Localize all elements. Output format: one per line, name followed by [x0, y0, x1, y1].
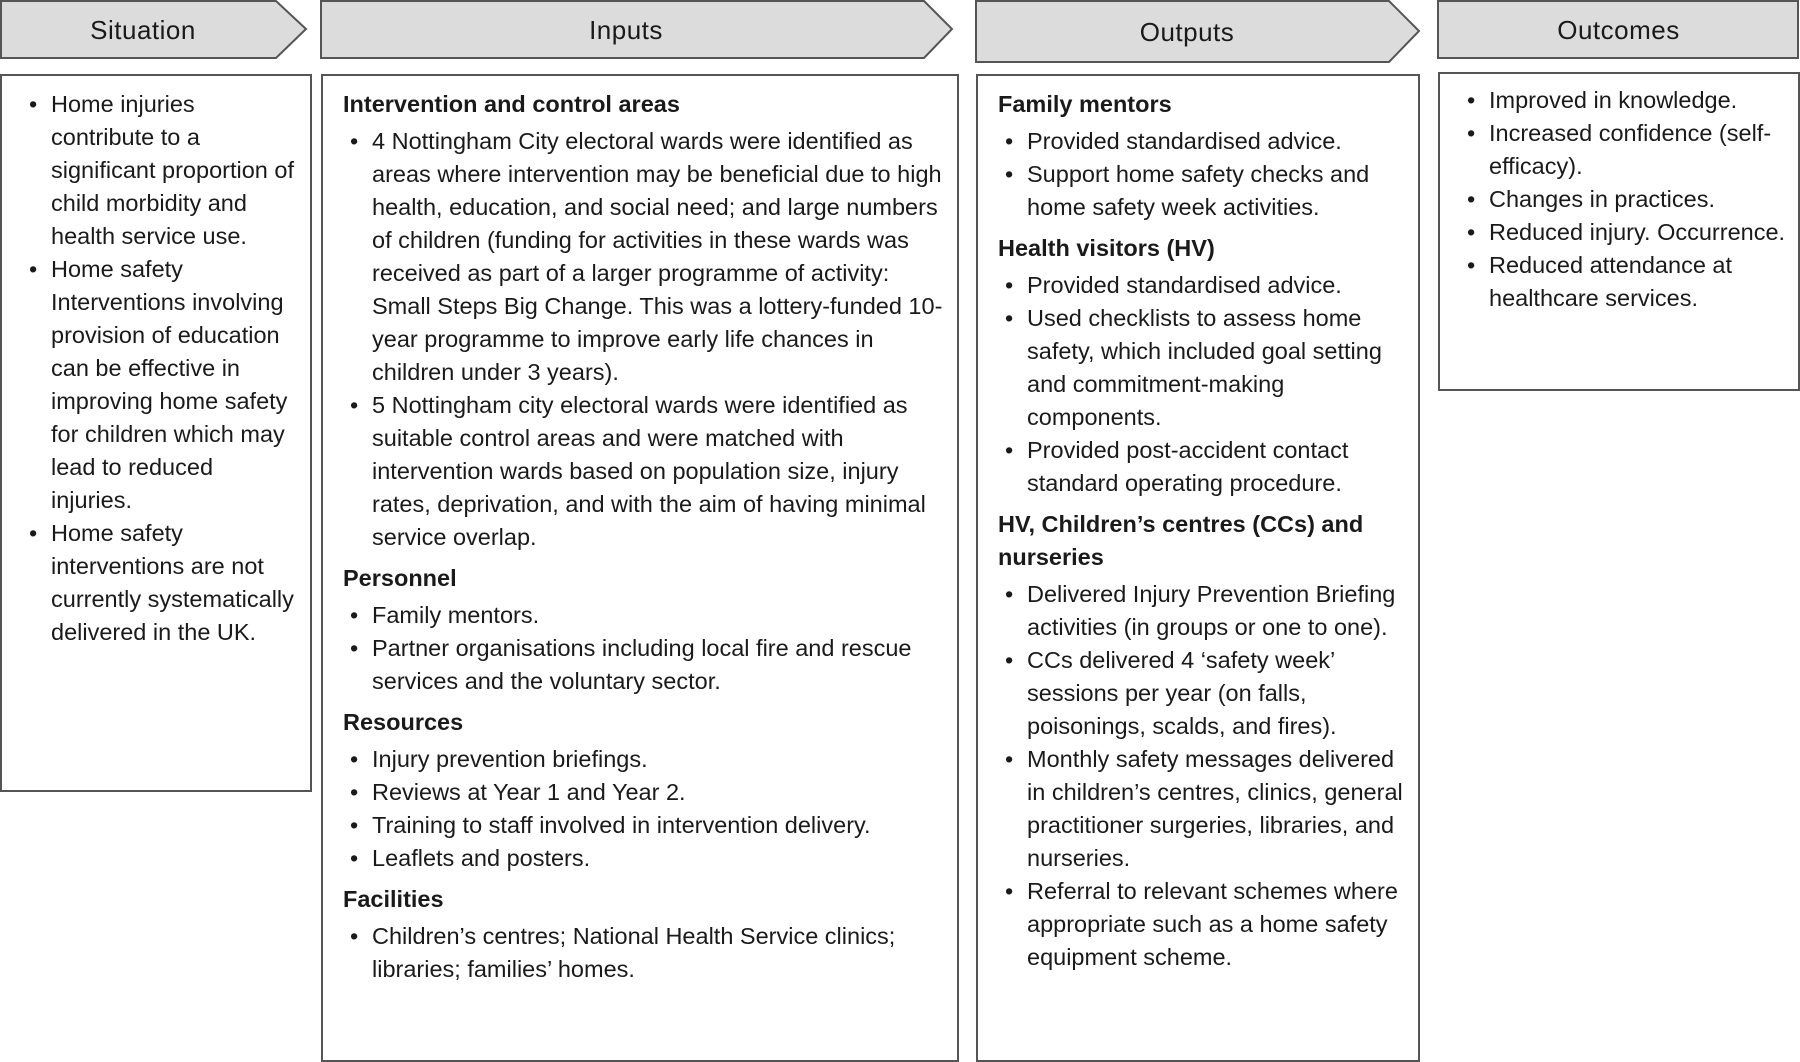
situation-box: [0, 74, 312, 792]
list-item: • Referral to relevant schemes where appropriate such as a home safety equipment scheme.: [998, 875, 1408, 974]
list-item: • Reviews at Year 1 and Year 2.: [343, 776, 943, 809]
list-item: • Home safety Interventions involving provision of education can be effective in improving home safety for children which may lead to reduced injuries.: [22, 253, 300, 517]
list-item: • Monthly safety messages delivered in children’s centres, clinics, general practitioner surgeries, libraries, and nurseries.: [998, 743, 1408, 875]
outcomes-list: [1460, 84, 1790, 315]
list-item: • CCs delivered 4 ‘safety week’ sessions per year (on falls, poisonings, scalds, and fires).: [998, 644, 1408, 743]
situation-header-label: Situation: [90, 14, 196, 45]
list-item: • Provided post-accident contact standard operating procedure.: [998, 434, 1408, 500]
list-item: • Increased confidence (self-efficacy).: [1460, 117, 1790, 183]
list-item: • 5 Nottingham city electoral wards were identified as suitable control areas and were matched with intervention wards based on population size, injury rates, deprivation, and with the aim of having minimal service overlap.: [343, 389, 943, 554]
inputs-section-areas: [343, 88, 943, 554]
list-item: • Support home safety checks and home safety week activities.: [998, 158, 1408, 224]
inputs-box: [321, 74, 959, 1062]
inputs-header-arrow: [320, 0, 954, 60]
list-item: • Children’s centres; National Health Service clinics; libraries; families’ homes.: [343, 920, 943, 986]
situation-header-arrow: [0, 0, 308, 60]
list-item: • Provided standardised advice.: [998, 269, 1408, 302]
list-item: • Reduced injury. Occurrence.: [1460, 216, 1790, 249]
section-heading: Facilities: [343, 886, 444, 912]
inputs-section-resources: [343, 706, 943, 875]
situation-list: [22, 88, 300, 649]
outputs-section-centres: [998, 508, 1408, 974]
section-heading: Health visitors (HV): [998, 235, 1215, 261]
list-item: • Leaflets and posters.: [343, 842, 943, 875]
list-item: • Provided standardised advice.: [998, 125, 1408, 158]
section-heading: Resources: [343, 709, 464, 735]
list-item: • Home safety interventions are not currently systematically delivered in the UK.: [22, 517, 300, 649]
outcomes-header-label: Outcomes: [1557, 14, 1680, 45]
outcomes-header-box: [1437, 0, 1800, 60]
list-item: • Reduced attendance at healthcare services.: [1460, 249, 1790, 315]
outputs-header-label: Outputs: [1139, 16, 1235, 47]
inputs-section-facilities: [343, 883, 943, 986]
list-item: • Changes in practices.: [1460, 183, 1790, 216]
list-item: • Partner organisations including local fire and rescue services and the voluntary sector.: [343, 632, 943, 698]
list-item: • 4 Nottingham City electoral wards were identified as areas where intervention may be beneficial due to high health, education, and social need; and large numbers of children (funding for activities in these wards was received as part of a larger programme of activity: Small Steps Big Change. This was a lottery-funded 10-year programme to improve early life chances in children under 3 years).: [343, 125, 943, 389]
list-item: • Home injuries contribute to a significant proportion of child morbidity and health service use.: [22, 88, 300, 253]
section-heading: Family mentors: [998, 91, 1172, 117]
inputs-header-label: Inputs: [589, 14, 663, 45]
section-heading: Intervention and control areas: [343, 91, 680, 117]
list-item: • Improved in knowledge.: [1460, 84, 1790, 117]
inputs-section-personnel: [343, 562, 943, 698]
list-item: • Family mentors.: [343, 599, 943, 632]
outcomes-box: [1438, 72, 1800, 391]
section-heading: Personnel: [343, 565, 457, 591]
list-item: • Training to staff involved in intervention delivery.: [343, 809, 943, 842]
list-item: • Delivered Injury Prevention Briefing activities (in groups or one to one).: [998, 578, 1408, 644]
outputs-box: [976, 74, 1420, 1062]
outputs-section-family-mentors: [998, 88, 1408, 224]
section-heading: HV, Children’s centres (CCs) and nurseries: [998, 511, 1364, 570]
list-item: • Injury prevention briefings.: [343, 743, 943, 776]
list-item: • Used checklists to assess home safety, which included goal setting and commitment-making components.: [998, 302, 1408, 434]
outputs-header-arrow: [975, 0, 1421, 64]
outputs-section-health-visitors: [998, 232, 1408, 500]
